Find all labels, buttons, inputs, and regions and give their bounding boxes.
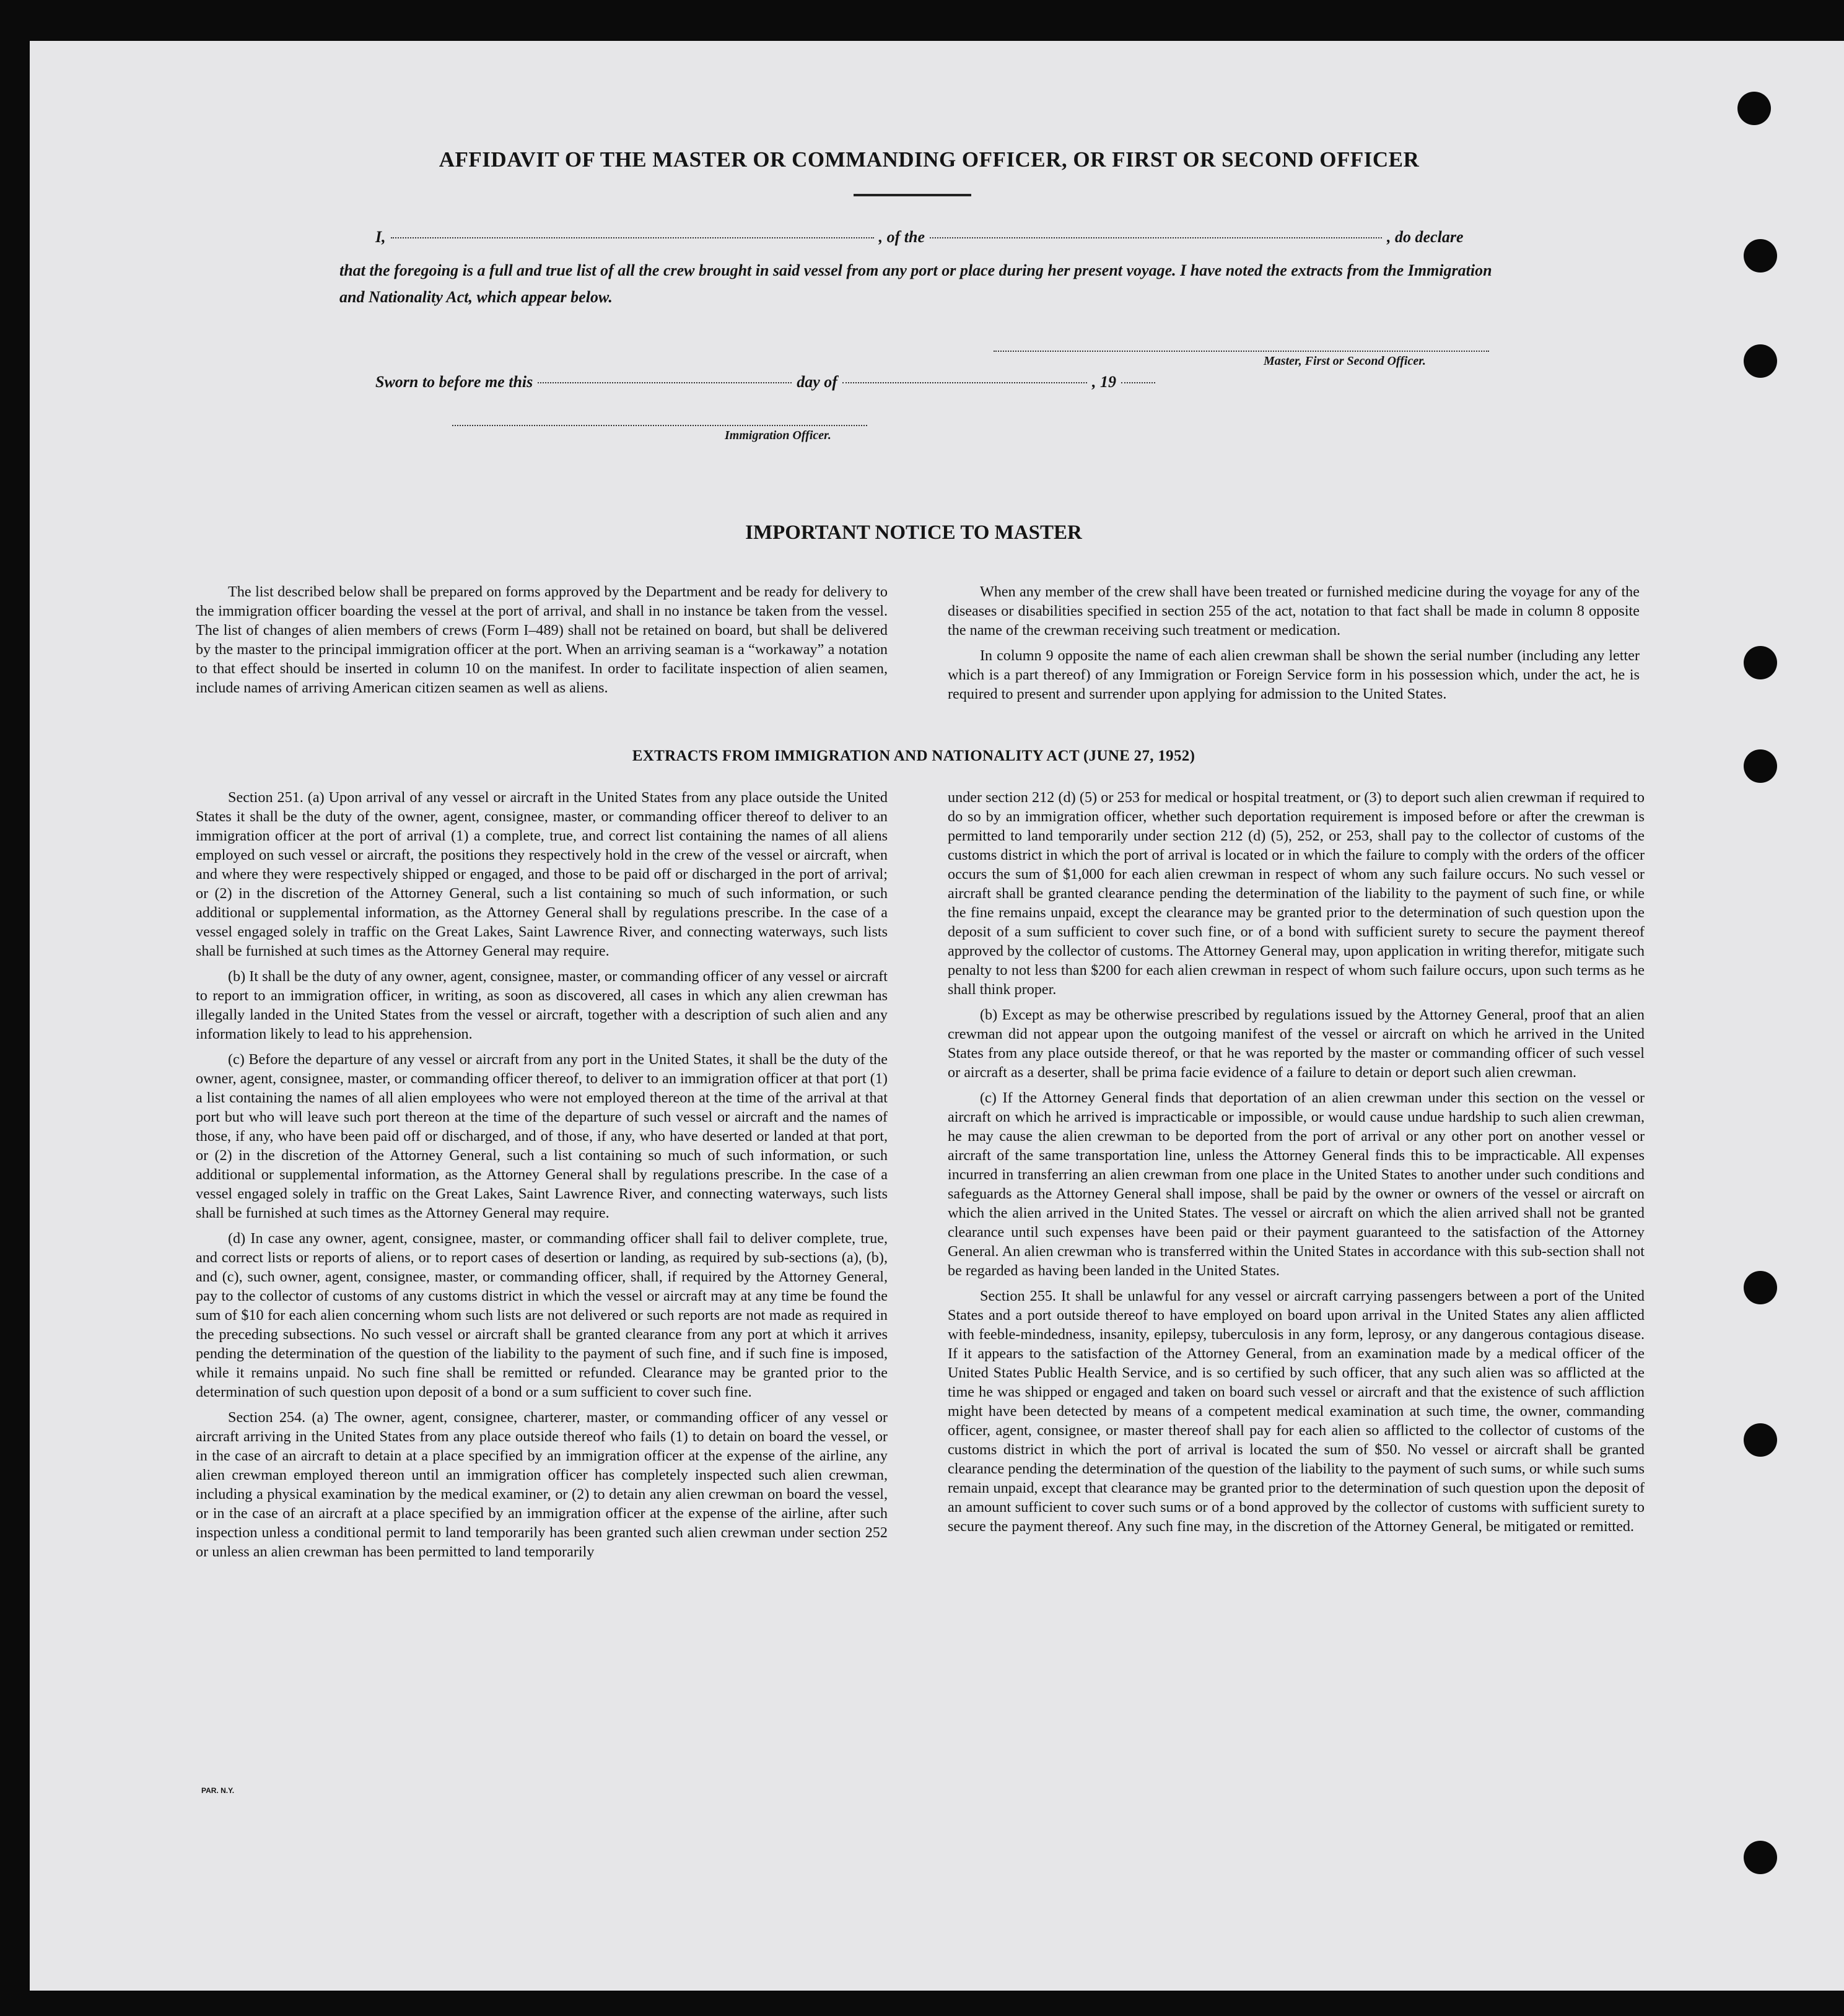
sworn-month-field[interactable] bbox=[842, 382, 1087, 383]
binder-hole bbox=[1744, 749, 1777, 783]
notice-right-column bbox=[948, 582, 1640, 710]
notice-paragraph: In column 9 opposite the name of each alien crewman shall be shown the serial number (including any letter which is a part thereof) of any Immigration or Foreign Service form in his possession which, under the act, he is required to present and surrender upon applying for admission to the United States. bbox=[948, 647, 1640, 702]
extract-paragraph: under section 212 (d) (5) or 253 for medical or hospital treatment, or (3) to deport such alien crewman if required to do so by an immigration officer, whether such deportation requirement is imposed before or after the crewman is permitted to land temporarily under section 212 (d) (5), 252, or 253, shall pay to the collector of customs of the customs district in which the port of arrival is located or in which the failure to comply with the orders of the officer occurs the sum of $1,000 for each alien crewman in respect of whom any such failure occurs. No such vessel or aircraft shall be granted clearance pending the determination of the liability to the payment of such fine, or while the fine remains unpaid, except the clearance may be granted prior to the determination of such question upon the deposit of a sum sufficient to cover such fine, or of a bond with sufficient surety to secure the payment thereof approved by the collector of customs. The Attorney General may, upon application in writing therefor, mitigate such penalty to not less than $200 for each alien crewman in respect of whom such failure occurs, upon such terms as he shall think proper. bbox=[948, 789, 1645, 998]
declaration-statement: that the foregoing is a full and true list of all the crew brought in said vessel from any port or place during her present voyage. I have noted the extracts from the Immigration and Nationality Act, which appear below. bbox=[339, 261, 1492, 306]
sworn-year-field[interactable] bbox=[1121, 382, 1155, 383]
extract-paragraph: Section 255. It shall be unlawful for any vessel or aircraft carrying passengers between a port of the United States and a port outside thereof to have employed on board upon arrival in the United States any alien afflicted with feeble-mindedness, insanity, epilepsy, tuberculosis in any form, leprosy, or any dangerous contagious disease. If it appears to the satisfaction of the Attorney General, from an examination made by a medical officer of the United States Public Health Service, and is so certified by such officer, that any such alien was so afflicted at the time he was shipped or engaged and taken on board such vessel or aircraft and that the existence of such affliction might have been detected by means of a competent medical examination at such time, the owner, commanding officer, agent, consignee, or master thereof shall pay for each alien so afflicted to the collector of customs of the customs district in which the port of arrival is located the sum of $50. No vessel or aircraft shall be granted clearance pending the determination of the question of the liability to the payment of such sums, or while such sums remain unpaid, except that clearance may be granted prior to the determination of such question upon the deposit of an amount sufficient to cover such sums or of a bond approved by the collector of customs with sufficient surety to secure the payment thereof. Any such fine may, in the discretion of the Attorney General, be mitigated or remitted. bbox=[948, 1288, 1645, 1535]
year-label: , 19 bbox=[1091, 373, 1116, 391]
printer-mark: PAR. N.Y. bbox=[201, 1786, 235, 1795]
binder-hole bbox=[1744, 1423, 1777, 1457]
sworn-label: Sworn to before me this bbox=[375, 373, 533, 391]
title-rule bbox=[854, 194, 971, 196]
notice-paragraph: When any member of the crew shall have been treated or furnished medicine during the voyage for any of the diseases or disabilities specified in section 255 of the act, notation to that fact shall be made in column 8 opposite the name of the crewman receiving such treatment or medication. bbox=[948, 583, 1640, 639]
extract-paragraph: (c) If the Attorney General finds that deportation of an alien crewman under this section on the vessel or aircraft on which he arrived is impracticable or impossible, or would cause undue hardship to such alien crewman, he may cause the alien crewman to be deported from the port of arrival or any other port on another vessel or aircraft of the same transportation line, unless the Attorney General finds this to be impracticable. All expenses incurred in transferring an alien crewman from one place in the United States to another under such conditions and safeguards as the Attorney General shall impose, shall be paid by the owner or owners of the vessel or aircraft on which the alien arrived in the United States. The vessel or aircraft on which the alien arrived shall not be granted clearance until such expenses have been paid or their payment guaranteed to the satisfaction of the Attorney General. An alien crewman who is transferred within the United States in accordance with this sub-section shall not be regarded as having been landed in the United States. bbox=[948, 1089, 1645, 1279]
extract-paragraph: Section 251. (a) Upon arrival of any vessel or aircraft in the United States from any place outside the United States it shall be the duty of the owner, agent, consignee, master, or commanding officer thereof to deliver to an immigration officer at the port of arrival (1) a complete, true, and correct list containing the names of all aliens employed on such vessel or aircraft, the positions they respectively hold in the crew of the vessel or aircraft, when and where they were respectively shipped or engaged, and those to be paid off or discharged in the port of arrival; or (2) in the discretion of the Attorney General, such a list containing so much of such information, or such additional or supplemental information, as the Attorney General shall by regulations prescribe. In the case of a vessel engaged solely in traffic on the Great Lakes, Saint Lawrence River, and connecting waterways, such lists shall be furnished at such times as the Attorney General may require. bbox=[196, 789, 888, 959]
declaration-line bbox=[375, 228, 1490, 247]
binder-hole bbox=[1744, 239, 1777, 273]
vessel-field[interactable] bbox=[930, 237, 1382, 238]
of-the-label: , of the bbox=[878, 228, 925, 246]
extracts-left-column bbox=[196, 788, 888, 1568]
sworn-line bbox=[375, 373, 1243, 391]
binder-hole bbox=[1744, 646, 1777, 679]
binder-hole bbox=[1744, 344, 1777, 378]
extract-paragraph: (d) In case any owner, agent, consignee, master, or commanding officer shall fail to deliver complete, true, and correct lists or reports of aliens, or to report cases of desertion or landing, as required by sub-sections (a), (b), and (c), such owner, agent, consignee, master, or commanding officer, shall, if required by the Attorney General, pay to the collector of customs of any customs district in which the vessel or aircraft may at any time be found the sum of $10 for each alien concerning whom such lists are not delivered or such reports are not made as required in the preceding subsections. No such vessel or aircraft shall be granted clearance from any port at which it arrives pending the determination of the question of the liability to the payment of such fine, and if such fine is imposed, while it remains unpaid. No such fine shall be remitted or refunded. Clearance may be granted prior to the determination of such question upon deposit of a bond or a sum sufficient to cover such fine. bbox=[196, 1230, 888, 1400]
do-declare-label: , do declare bbox=[1387, 228, 1464, 246]
extracts-right-column bbox=[948, 788, 1645, 1542]
binder-hole bbox=[1744, 1271, 1777, 1304]
notice-left-column bbox=[196, 582, 888, 704]
master-caption: Master, First or Second Officer. bbox=[1264, 354, 1426, 368]
i-label: I, bbox=[375, 228, 386, 246]
binder-hole bbox=[1737, 92, 1771, 125]
name-field[interactable] bbox=[391, 237, 874, 238]
sworn-date-field[interactable] bbox=[538, 382, 792, 383]
affidavit-title: AFFIDAVIT OF THE MASTER OR COMMANDING OFFICER, OR FIRST OR SECOND OFFICER bbox=[439, 147, 1420, 172]
notice-paragraph: The list described below shall be prepared on forms approved by the Department and be ready for delivery to the immigration officer boarding the vessel at the port of arrival, and shall in no instance be taken from the vessel. The list of changes of alien members of crews (Form I–489) shall not be retained on board, but shall be delivered by the master to the principal immigration officer at the port. When an arriving seaman is a “workaway” a notation to that effect should be inserted in column 10 on the manifest. In order to facilitate inspection of alien seamen, include names of arriving American citizen seamen as well as aliens. bbox=[196, 583, 888, 696]
immigration-officer-signature-field[interactable] bbox=[452, 425, 867, 426]
extracts-title: EXTRACTS FROM IMMIGRATION AND NATIONALITY ACT (JUNE 27, 1952) bbox=[632, 748, 1195, 764]
binder-hole bbox=[1744, 1841, 1777, 1874]
immigration-officer-caption: Immigration Officer. bbox=[725, 429, 831, 442]
extract-paragraph: (b) Except as may be otherwise prescribed by regulations issued by the Attorney General, proof that an alien crewman did not appear upon the outgoing manifest of the vessel or aircraft on which he arrived in the United States from any place outside thereof, or that he was reported by the master or commanding officer of such vessel or aircraft as a deserter, shall be prima facie evidence of a failure to detain or deport such alien crewman. bbox=[948, 1006, 1645, 1081]
master-signature-field[interactable] bbox=[994, 351, 1489, 352]
extract-paragraph: (b) It shall be the duty of any owner, agent, consignee, master, or commanding officer of any vessel or aircraft to report to an immigration officer, in writing, as soon as discovered, all cases in which any alien crewman has illegally landed in the United States from the vessel or aircraft, together with a description of such alien and any information likely to lead to his apprehension. bbox=[196, 968, 888, 1042]
day-of-label: day of bbox=[797, 373, 837, 391]
extract-paragraph: (c) Before the departure of any vessel or aircraft from any port in the United States, it shall be the duty of the owner, agent, consignee, master, or commanding officer thereof, to deliver to an immigration officer at that port (1) a list containing the names of all alien employees who were not employed thereon at the time of the arrival at that port but who will leave such port thereon at the time of the departure of such vessel or aircraft and the names of those, if any, who have been paid off or discharged, and of those, if any, who have deserted or landed at that port, or (2) in the discretion of the Attorney General, such a list containing so much of such information, or such additional or supplemental information, as the Attorney General shall by regulations prescribe. In the case of a vessel engaged solely in traffic on the Great Lakes, Saint Lawrence River, and connecting waterways, such lists shall be furnished at such times as the Attorney General may require. bbox=[196, 1051, 888, 1221]
extract-paragraph: Section 254. (a) The owner, agent, consignee, charterer, master, or commanding officer of any vessel or aircraft arriving in the United States from any place outside thereof who fails (1) to detain on board the vessel, or in the case of an aircraft to detain at a place specified by an immigration officer at the expense of the airline, any alien crewman employed thereon until an immigration officer has completely inspected such alien crewman, including a physical examination by the medical examiner, or (2) to detain any alien crewman on board the vessel, or in the case of an aircraft at a place specified by an immigration officer at the expense of the airline, after such inspection unless a conditional permit to land temporarily has been granted such alien crewman under section 252 or unless an alien crewman has been permitted to land temporarily bbox=[196, 1409, 888, 1560]
notice-title: IMPORTANT NOTICE TO MASTER bbox=[745, 521, 1082, 544]
